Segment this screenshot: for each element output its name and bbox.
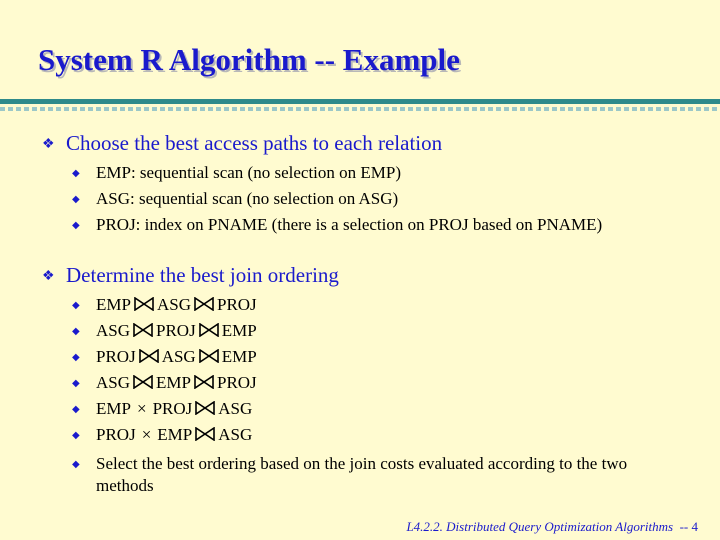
bowtie-join-icon: [139, 349, 159, 363]
relation-name: ASG: [96, 373, 131, 392]
relation-name: PROJ: [152, 399, 193, 418]
relation-name: ASG: [218, 399, 253, 418]
diamond-icon: ◆: [72, 404, 80, 415]
bowtie-join-icon: [199, 323, 219, 337]
diamond-icon: ◆: [72, 326, 80, 337]
relation-name: PROJ: [216, 373, 257, 392]
slide-footer: L4.2.2. Distributed Query Optimization Algorithms -- 4: [406, 519, 698, 534]
bowtie-join-icon: [133, 375, 153, 389]
cross-product-symbol: ×: [136, 399, 147, 418]
relation-name: ASG: [218, 425, 253, 444]
diamond-icon: ◆: [72, 459, 80, 470]
join-ordering-item: [72, 320, 257, 345]
diamond-icon: ◆: [72, 430, 80, 441]
relation-name: ASG: [156, 295, 191, 314]
bowtie-join-icon: [133, 323, 153, 337]
bowtie-join-icon: [134, 297, 154, 311]
diamond-quad-icon: ❖: [42, 269, 55, 284]
relation-name: ASG: [161, 347, 196, 366]
diamond-icon: ◆: [72, 300, 80, 311]
relation-name: EMP: [157, 425, 193, 444]
bowtie-join-icon: [194, 297, 214, 311]
relation-name: EMP: [156, 373, 191, 392]
list-item: ◆ PROJ: index on PNAME (there is a selection on PROJ based on PNAME): [72, 214, 656, 239]
bowtie-join-icon: [195, 401, 215, 415]
relation-name: EMP: [96, 399, 131, 418]
bowtie-join-icon: [199, 349, 219, 363]
diamond-icon: ◆: [72, 194, 80, 205]
relation-name: PROJ: [96, 347, 136, 366]
relation-name: PROJ: [96, 425, 136, 444]
bowtie-join-icon: [194, 375, 214, 389]
join-ordering-item: [72, 398, 252, 423]
diamond-icon: ◆: [72, 220, 80, 231]
join-ordering-item: [72, 294, 257, 319]
list-item: ◆ ASG: sequential scan (no selection on ASG): [72, 188, 398, 213]
diamond-icon: ◆: [72, 378, 80, 389]
join-ordering-item: [72, 346, 257, 371]
relation-name: PROJ: [216, 295, 257, 314]
relation-name: EMP: [96, 295, 131, 314]
relation-name: ASG: [96, 321, 131, 340]
list-item: ◆ Select the best ordering based on the join costs evaluated according to the two methods: [72, 454, 628, 495]
diamond-quad-icon: ❖: [42, 137, 55, 152]
relation-name: EMP: [221, 321, 257, 340]
section-heading-join-ordering: ❖ Determine the best join ordering: [42, 263, 339, 287]
title-underline: [0, 99, 720, 104]
section-heading-access-paths: ❖ Choose the best access paths to each relation: [42, 131, 443, 155]
relation-name: EMP: [221, 347, 257, 366]
slide-title: System R Algorithm -- Example: [38, 42, 460, 77]
page-number: 4: [691, 519, 698, 534]
diamond-icon: ◆: [72, 352, 80, 363]
title-underline-dashed: [0, 107, 720, 111]
join-ordering-item: [72, 372, 257, 397]
cross-product-symbol: ×: [141, 425, 152, 444]
list-item: ◆ EMP: sequential scan (no selection on EMP): [72, 162, 401, 187]
bowtie-join-icon: [195, 427, 215, 441]
diamond-icon: ◆: [72, 168, 80, 179]
relation-name: PROJ: [156, 321, 196, 340]
join-ordering-item: [72, 424, 252, 449]
